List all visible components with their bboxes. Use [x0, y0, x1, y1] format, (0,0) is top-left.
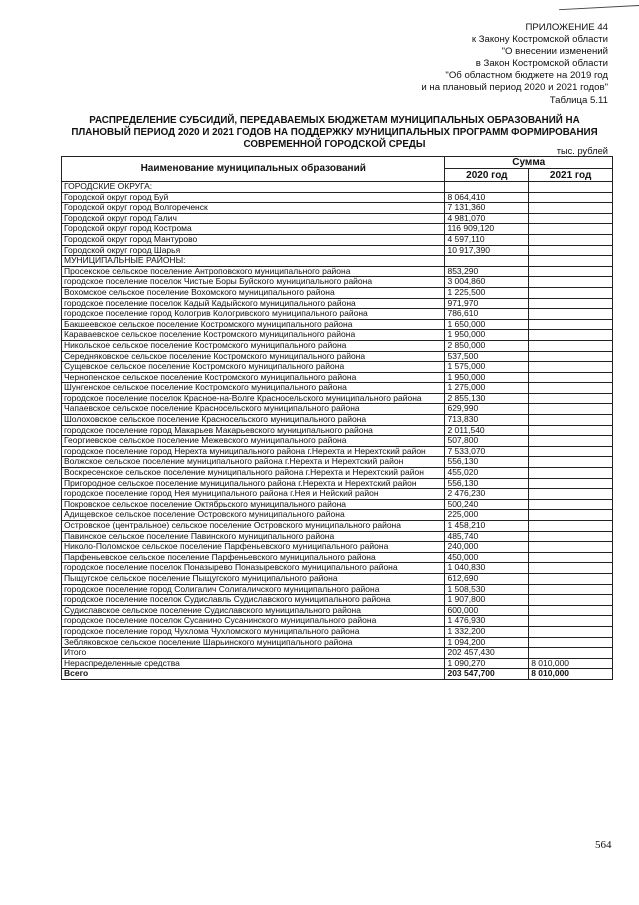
- row-name-cell: городское поселение город Нерехта муниципального района г.Нерехта и Нерехтский район: [62, 446, 445, 457]
- row-name-cell: Городской округ город Галич: [62, 213, 445, 224]
- row-name-cell: Островское (центральное) сельское поселение Островского муниципального района: [62, 521, 445, 532]
- row-name-cell: Середняковское сельское поселение Костромского муниципального района: [62, 351, 445, 362]
- row-2020-cell: 1 575,000: [445, 362, 529, 373]
- row-2021-cell: [529, 245, 613, 256]
- table-row: [62, 351, 613, 362]
- table-row: [62, 669, 613, 680]
- header-name: Наименование муниципальных образований: [62, 157, 445, 182]
- row-2020-cell: 240,000: [445, 542, 529, 553]
- row-2021-cell: [529, 510, 613, 521]
- row-name-cell: Караваевское сельское поселение Костромского муниципального района: [62, 330, 445, 341]
- table-row: [62, 658, 613, 669]
- row-2021-cell: [529, 393, 613, 404]
- title-line: РАСПРЕДЕЛЕНИЕ СУБСИДИЙ, ПЕРЕДАВАЕМЫХ БЮДЖЕТАМ МУНИЦИПАЛЬНЫХ ОБРАЗОВАНИЙ НА: [89, 115, 580, 126]
- row-name-cell: Итого: [62, 648, 445, 659]
- table-row: [62, 595, 613, 606]
- row-name-cell: Бакшеевское сельское поселение Костромского муниципального района: [62, 319, 445, 330]
- table-row: [62, 499, 613, 510]
- table-row: [62, 446, 613, 457]
- row-name-cell: Адищевское сельское поселение Островского муниципального района: [62, 510, 445, 521]
- row-name-cell: Покровское сельское поселение Октябрьского муниципального района: [62, 499, 445, 510]
- row-2021-cell: [529, 256, 613, 267]
- row-2020-cell: 4 981,070: [445, 213, 529, 224]
- table-row: [62, 616, 613, 627]
- row-2021-cell: [529, 192, 613, 203]
- table-row: [62, 340, 613, 351]
- row-name-cell: городское поселение поселок Сусанино Сусанинского муниципального района: [62, 616, 445, 627]
- table-row: [62, 425, 613, 436]
- row-name-cell: Всего: [62, 669, 445, 680]
- appendix-line: в Закон Костромской области: [475, 58, 608, 70]
- units-label: тыс. рублей: [556, 146, 608, 156]
- row-2021-cell: [529, 637, 613, 648]
- row-2020-cell: 1 332,200: [445, 626, 529, 637]
- row-2020-cell: 507,800: [445, 436, 529, 447]
- table-row: [62, 542, 613, 553]
- table-row: [62, 489, 613, 500]
- row-name-cell: городское поселение город Нея муниципального района г.Нея и Нейский район: [62, 489, 445, 500]
- row-2020-cell: 225,000: [445, 510, 529, 521]
- row-2021-cell: [529, 182, 613, 193]
- row-2020-cell: 1 040,830: [445, 563, 529, 574]
- row-name-cell: городское поселение поселок Чистые Боры Буйского муниципального района: [62, 277, 445, 288]
- row-name-cell: Николо-Поломское сельское поселение Парфеньевского муниципального района: [62, 542, 445, 553]
- row-name-cell: городское поселение город Кологрив Кологривского муниципального района: [62, 309, 445, 320]
- row-2021-cell: [529, 521, 613, 532]
- row-name-cell: Шунгенское сельское поселение Костромского муниципального района: [62, 383, 445, 394]
- title-line: СОВРЕМЕННОЙ ГОРОДСКОЙ СРЕДЫ: [243, 139, 426, 150]
- row-name-cell: Воскресенское сельское поселение муниципального района г.Нерехта и Нерехтский район: [62, 468, 445, 479]
- table-row: [62, 478, 613, 489]
- row-2021-cell: [529, 362, 613, 373]
- row-2020-cell: [445, 256, 529, 267]
- row-2020-cell: 1 275,000: [445, 383, 529, 394]
- row-2020-cell: 612,690: [445, 573, 529, 584]
- table-row: [62, 457, 613, 468]
- row-name-cell: ГОРОДСКИЕ ОКРУГА:: [62, 182, 445, 193]
- row-2021-cell: [529, 489, 613, 500]
- row-2021-cell: [529, 415, 613, 426]
- row-name-cell: Нераспределенные средства: [62, 658, 445, 669]
- table-row: [62, 510, 613, 521]
- row-2020-cell: 556,130: [445, 457, 529, 468]
- appendix-line: Таблица 5.11: [549, 94, 608, 106]
- table-row: [62, 648, 613, 659]
- row-name-cell: городское поселение город Макарьев Макарьевского муниципального района: [62, 425, 445, 436]
- row-name-cell: Чернопенское сельское поселение Костромского муниципального района: [62, 372, 445, 383]
- row-2020-cell: 600,000: [445, 605, 529, 616]
- row-name-cell: Пыщугское сельское поселение Пыщугского муниципального района: [62, 573, 445, 584]
- row-2021-cell: [529, 213, 613, 224]
- table-row: [62, 319, 613, 330]
- row-2021-cell: [529, 478, 613, 489]
- row-2020-cell: 1 950,000: [445, 372, 529, 383]
- row-2020-cell: 853,290: [445, 266, 529, 277]
- row-name-cell: городское поселение город Солигалич Солигаличского муниципального района: [62, 584, 445, 595]
- row-2020-cell: 1 090,270: [445, 658, 529, 669]
- row-2020-cell: 116 909,120: [445, 224, 529, 235]
- table-row: [62, 436, 613, 447]
- row-2021-cell: [529, 287, 613, 298]
- row-name-cell: городское поселение поселок Кадый Кадыйского муниципального района: [62, 298, 445, 309]
- scan-corner-line: [559, 5, 639, 10]
- row-2021-cell: [529, 203, 613, 214]
- table-row: [62, 277, 613, 288]
- header-2021: 2021 год: [529, 169, 613, 182]
- row-2020-cell: 629,990: [445, 404, 529, 415]
- row-2021-cell: [529, 552, 613, 563]
- row-2020-cell: 1 476,930: [445, 616, 529, 627]
- row-2021-cell: [529, 298, 613, 309]
- table-body: [62, 182, 613, 680]
- row-2021-cell: [529, 573, 613, 584]
- row-2021-cell: [529, 605, 613, 616]
- row-2020-cell: 4 597,110: [445, 234, 529, 245]
- row-2020-cell: 1 508,530: [445, 584, 529, 595]
- table-row: [62, 362, 613, 373]
- row-name-cell: Волжское сельское поселение муниципального района г.Нерехта и Нерехтский район: [62, 457, 445, 468]
- appendix-line: "Об областном бюджете на 2019 год: [445, 70, 608, 82]
- appendix-block: [421, 22, 608, 107]
- row-2020-cell: 2 476,230: [445, 489, 529, 500]
- table-row: [62, 372, 613, 383]
- row-2021-cell: [529, 330, 613, 341]
- table-row: [62, 637, 613, 648]
- row-2021-cell: [529, 648, 613, 659]
- table-row: [62, 563, 613, 574]
- row-2020-cell: 8 064,410: [445, 192, 529, 203]
- table-row: [62, 415, 613, 426]
- row-name-cell: Шолоховское сельское поселение Красносельского муниципального района: [62, 415, 445, 426]
- row-2020-cell: 7 533,070: [445, 446, 529, 457]
- row-name-cell: городское поселение поселок Поназырево Поназыревского муниципального района: [62, 563, 445, 574]
- row-2021-cell: [529, 436, 613, 447]
- row-2021-cell: [529, 224, 613, 235]
- row-2021-cell: [529, 457, 613, 468]
- row-2021-cell: [529, 446, 613, 457]
- row-2020-cell: 1 907,800: [445, 595, 529, 606]
- table-row: [62, 213, 613, 224]
- row-2020-cell: 10 917,390: [445, 245, 529, 256]
- row-name-cell: МУНИЦИПАЛЬНЫЕ РАЙОНЫ:: [62, 256, 445, 267]
- row-2021-cell: 8 010,000: [529, 658, 613, 669]
- row-2021-cell: [529, 234, 613, 245]
- row-2021-cell: 8 010,000: [529, 669, 613, 680]
- row-2021-cell: [529, 563, 613, 574]
- appendix-line: "О внесении изменений: [501, 46, 608, 58]
- table-row: [62, 203, 613, 214]
- appendix-line: к Закону Костромской области: [471, 34, 608, 46]
- table-row: [62, 404, 613, 415]
- row-2020-cell: 485,740: [445, 531, 529, 542]
- header-2020: 2020 год: [445, 169, 529, 182]
- table-row: [62, 552, 613, 563]
- row-2020-cell: 786,610: [445, 309, 529, 320]
- row-2020-cell: 1 458,210: [445, 521, 529, 532]
- row-2020-cell: 971,970: [445, 298, 529, 309]
- row-name-cell: Городской округ город Буй: [62, 192, 445, 203]
- row-name-cell: городское поселение город Чухлома Чухломского муниципального района: [62, 626, 445, 637]
- appendix-line: ПРИЛОЖЕНИЕ 44: [525, 22, 608, 33]
- row-name-cell: Зебляковское сельское поселение Шарьинского муниципального района: [62, 637, 445, 648]
- table-row: [62, 605, 613, 616]
- row-2020-cell: 537,500: [445, 351, 529, 362]
- row-2020-cell: 2 855,130: [445, 393, 529, 404]
- row-2020-cell: 2 011,540: [445, 425, 529, 436]
- row-name-cell: Городской округ город Шарья: [62, 245, 445, 256]
- row-2021-cell: [529, 340, 613, 351]
- row-name-cell: Вохомское сельское поселение Вохомского муниципального района: [62, 287, 445, 298]
- row-2021-cell: [529, 584, 613, 595]
- table-row: [62, 531, 613, 542]
- table-row: [62, 234, 613, 245]
- row-name-cell: Павинское сельское поселение Павинского муниципального района: [62, 531, 445, 542]
- row-2021-cell: [529, 277, 613, 288]
- page-number: 564: [595, 839, 612, 851]
- table-row: [62, 287, 613, 298]
- row-2020-cell: 2 850,000: [445, 340, 529, 351]
- table-row: [62, 224, 613, 235]
- row-2021-cell: [529, 531, 613, 542]
- document-title: [70, 115, 599, 151]
- row-name-cell: Сущевское сельское поселение Костромского муниципального района: [62, 362, 445, 373]
- header-sum: Сумма: [445, 157, 613, 169]
- row-name-cell: Никольское сельское поселение Костромского муниципального района: [62, 340, 445, 351]
- table-row: [62, 383, 613, 394]
- table-row: [62, 393, 613, 404]
- table-row: [62, 309, 613, 320]
- table-row: [62, 573, 613, 584]
- row-2020-cell: 455,020: [445, 468, 529, 479]
- row-2021-cell: [529, 425, 613, 436]
- table-row: [62, 182, 613, 193]
- row-name-cell: Городской округ город Мантурово: [62, 234, 445, 245]
- row-2021-cell: [529, 626, 613, 637]
- row-2021-cell: [529, 616, 613, 627]
- row-2021-cell: [529, 319, 613, 330]
- row-name-cell: Судиславское сельское поселение Судиславского муниципального района: [62, 605, 445, 616]
- row-2020-cell: 1 094,200: [445, 637, 529, 648]
- row-2020-cell: [445, 182, 529, 193]
- row-2020-cell: 1 650,000: [445, 319, 529, 330]
- row-2021-cell: [529, 309, 613, 320]
- row-2021-cell: [529, 351, 613, 362]
- row-2020-cell: 3 004,860: [445, 277, 529, 288]
- table-row: [62, 192, 613, 203]
- row-2021-cell: [529, 468, 613, 479]
- row-name-cell: Георгиевское сельское поселение Межевского муниципального района: [62, 436, 445, 447]
- row-2020-cell: 713,830: [445, 415, 529, 426]
- row-2020-cell: 203 547,700: [445, 669, 529, 680]
- row-2020-cell: 1 950,000: [445, 330, 529, 341]
- row-2020-cell: 202 457,430: [445, 648, 529, 659]
- row-2021-cell: [529, 499, 613, 510]
- appendix-line: и на плановый период 2020 и 2021 годов": [421, 82, 608, 94]
- row-2021-cell: [529, 383, 613, 394]
- row-2021-cell: [529, 266, 613, 277]
- row-name-cell: городское поселение поселок Судиславль Судиславского муниципального района: [62, 595, 445, 606]
- row-name-cell: городское поселение поселок Красное-на-Волге Красносельского муниципального района: [62, 393, 445, 404]
- row-name-cell: Чапаевское сельское поселение Красносельского муниципального района: [62, 404, 445, 415]
- title-line: ПЛАНОВЫЙ ПЕРИОД 2020 И 2021 ГОДОВ НА ПОДДЕРЖКУ МУНИЦИПАЛЬНЫХ ПРОГРАММ ФОРМИРОВАНИЯ: [71, 127, 598, 138]
- row-name-cell: Просекское сельское поселение Антроповского муниципального района: [62, 266, 445, 277]
- subsidy-table: [61, 156, 613, 680]
- table-row: [62, 256, 613, 267]
- row-2020-cell: 556,130: [445, 478, 529, 489]
- row-2020-cell: 7 131,360: [445, 203, 529, 214]
- row-2021-cell: [529, 372, 613, 383]
- row-2020-cell: 450,000: [445, 552, 529, 563]
- table-row: [62, 330, 613, 341]
- row-2020-cell: 1 225,500: [445, 287, 529, 298]
- table-row: [62, 266, 613, 277]
- row-name-cell: Городской округ город Кострома: [62, 224, 445, 235]
- table-row: [62, 298, 613, 309]
- table-row: [62, 626, 613, 637]
- row-2021-cell: [529, 595, 613, 606]
- row-2021-cell: [529, 542, 613, 553]
- row-2020-cell: 500,240: [445, 499, 529, 510]
- row-name-cell: Пригородное сельское поселение муниципального района г.Нерехта и Нерехтский район: [62, 478, 445, 489]
- table-row: [62, 584, 613, 595]
- row-name-cell: Городской округ город Волгореченск: [62, 203, 445, 214]
- table-row: [62, 521, 613, 532]
- row-2021-cell: [529, 404, 613, 415]
- table-row: [62, 468, 613, 479]
- row-name-cell: Парфеньевское сельское поселение Парфеньевского муниципального района: [62, 552, 445, 563]
